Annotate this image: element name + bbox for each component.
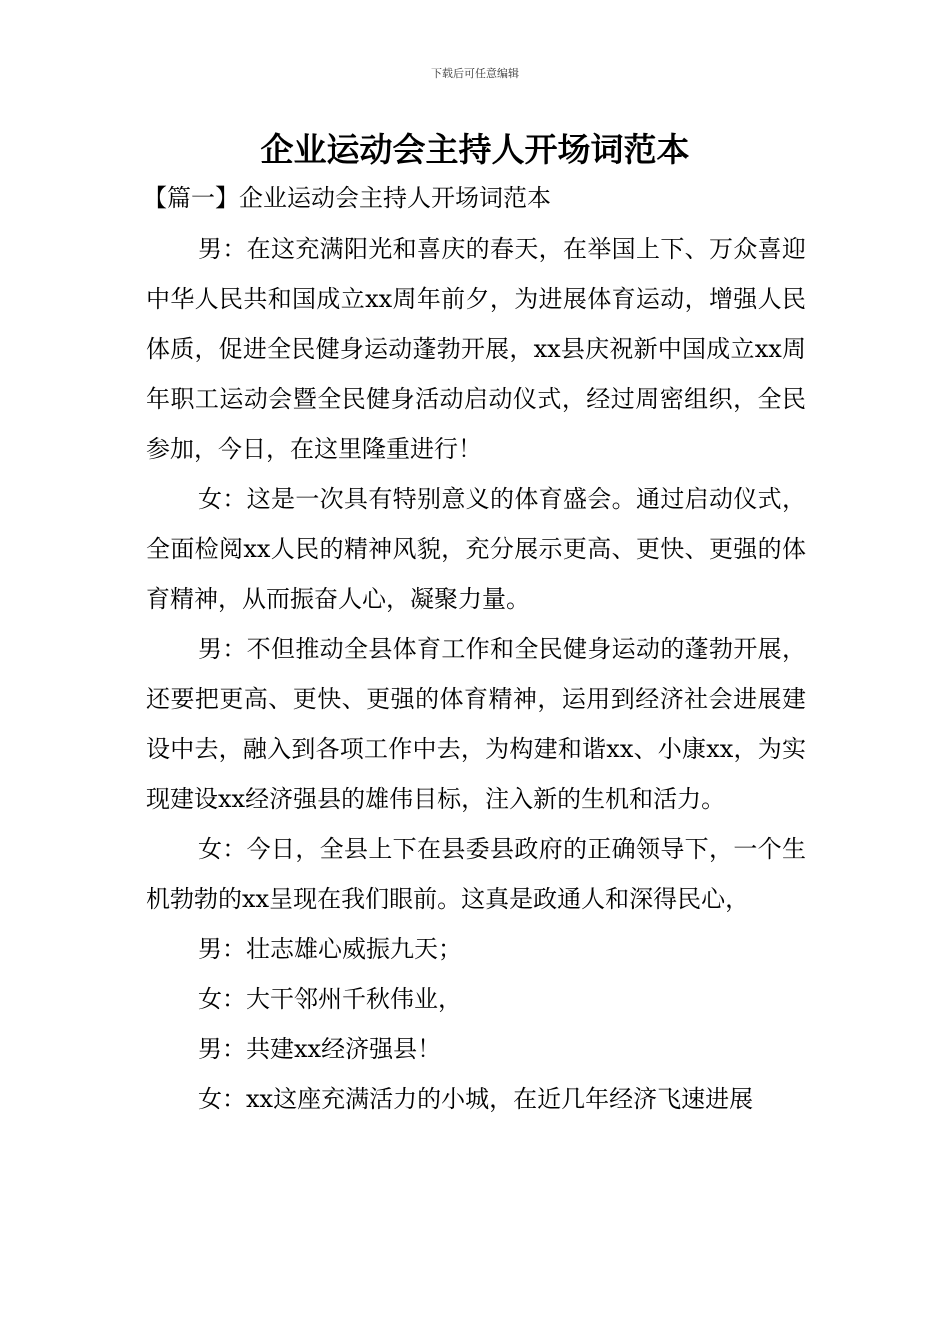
header-note: 下载后可任意编辑 <box>431 67 519 80</box>
paragraph: 女：大干邻州千秋伟业， <box>198 985 462 1013</box>
paragraph: 男：不但推动全县体育工作和全民健身运动的蓬勃开展，还要把更高、更快、更强的体育精神，运用到经济社会进展建设中去，融入到各项工作中去，为构建和谐xx、小康xx，为实现建设xx经济强县的雄伟目标，注入新的生机和活力。 <box>146 635 806 813</box>
paragraph: 男：在这充满阳光和喜庆的春天，在举国上下、万众喜迎中华人民共和国成立xx周年前夕，为进展体育运动，增强人民体质，促进全民健身运动蓬勃开展，xx县庆祝新中国成立xx周年职工运动会暨全民健身活动启动仪式，经过周密组织，全民参加，今日，在这里隆重进行！ <box>146 235 806 463</box>
paragraph: 女：这是一次具有特别意义的体育盛会。通过启动仪式，全面检阅xx人民的精神风貌，充分展示更高、更快、更强的体育精神，从而振奋人心，凝聚力量。 <box>146 485 806 613</box>
paragraph: 男：共建xx经济强县！ <box>198 1035 442 1063</box>
paragraph: 男：壮志雄心威振九天； <box>198 935 462 963</box>
document-body <box>146 224 806 1124</box>
page-title: 企业运动会主持人开场词范本 <box>260 130 690 169</box>
paragraph: 女：xx这座充满活力的小城，在近几年经济飞速进展 <box>198 1085 754 1113</box>
section-heading: 【篇一】企业运动会主持人开场词范本 <box>143 184 551 212</box>
paragraph: 女：今日，全县上下在县委县政府的正确领导下，一个生机勃勃的xx呈现在我们眼前。这真是政通人和深得民心， <box>146 835 806 913</box>
